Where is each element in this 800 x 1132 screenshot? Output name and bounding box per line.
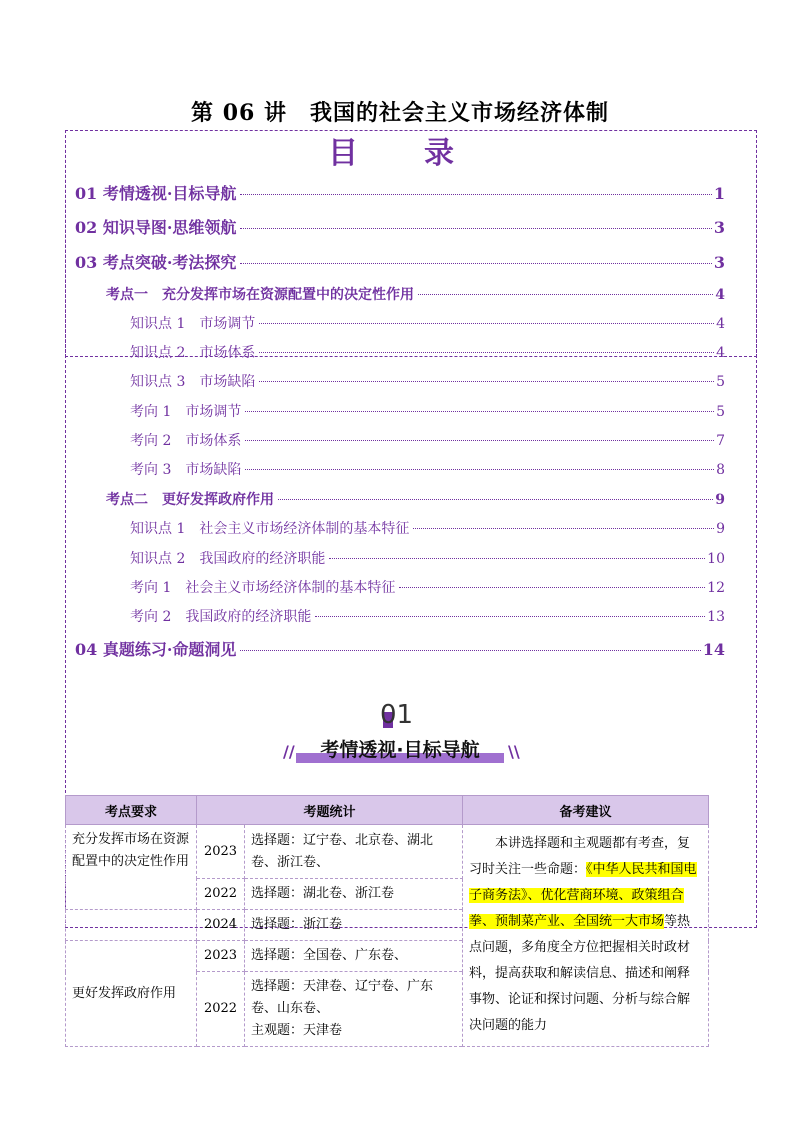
- advice-text-cont: 等热点问题，多角度全方位把握相关时政材料，提高获取和解读信息、描述和阐释事物、论证和探讨问题、分析与综合解决问题的能力: [469, 914, 691, 1033]
- toc-leader: [240, 228, 711, 229]
- toc-entry[interactable]: [130, 459, 725, 479]
- table-header-requirement: 考点要求: [66, 796, 197, 825]
- toc-entry-page: 3: [713, 218, 725, 237]
- toc-entry-page: 3: [713, 253, 725, 272]
- year-cell: 2023: [197, 825, 245, 879]
- toc-entry[interactable]: [130, 313, 725, 333]
- table-header-statistics: 考题统计: [197, 796, 463, 825]
- toc-entry[interactable]: [130, 342, 725, 362]
- year-cell: 2024: [197, 910, 245, 941]
- table-row: [66, 825, 709, 879]
- toc-leader: [245, 469, 714, 470]
- stat-cell: 选择题：全国卷、广东卷、: [245, 941, 463, 972]
- toc-entry[interactable]: [75, 181, 725, 204]
- stat-line: 选择题：天津卷、辽宁卷、广东卷、山东卷、: [251, 979, 434, 1016]
- toc-leader: [399, 587, 705, 588]
- toc-entry-label: 考向 2 市场体系: [130, 433, 242, 449]
- toc-entry[interactable]: [75, 215, 725, 238]
- section-number: 01: [380, 700, 414, 730]
- toc-entry[interactable]: [106, 489, 725, 509]
- toc-entry-page: 12: [707, 580, 725, 596]
- toc-entry-label: 04 真题练习·命题洞见: [75, 640, 237, 659]
- toc-entry-page: 13: [707, 609, 725, 625]
- toc-leader: [418, 294, 713, 295]
- section-banner: [296, 735, 504, 765]
- section-right-mark: \\: [508, 742, 520, 761]
- toc-entry-label: 考向 2 我国政府的经济职能: [130, 609, 312, 625]
- section-title: 考情透视·目标导航: [320, 739, 480, 761]
- toc-entry-label: 考向 1 市场调节: [130, 404, 242, 420]
- table-header-row: [66, 796, 709, 825]
- toc-entry[interactable]: [130, 577, 725, 597]
- toc-entry-page: 10: [707, 551, 725, 567]
- document-title: 第 06 讲 我国的社会主义市场经济体制: [191, 100, 609, 126]
- toc-leader: [315, 616, 705, 617]
- exam-statistics-table: [65, 795, 709, 1047]
- toc-entry[interactable]: [130, 606, 725, 626]
- stat-cell: 选择题：浙江卷: [245, 910, 463, 941]
- toc-entry-label: 知识点 1 社会主义市场经济体制的基本特征: [130, 521, 410, 537]
- toc-entry-page: 7: [716, 433, 725, 449]
- topic-cell-empty: [66, 910, 197, 941]
- year-cell: 2023: [197, 941, 245, 972]
- toc-heading: 目 录: [328, 136, 472, 171]
- toc-leader: [240, 650, 700, 651]
- toc-entry[interactable]: [130, 371, 725, 391]
- toc-entry[interactable]: [106, 284, 725, 304]
- toc-leader: [413, 528, 714, 529]
- advice-highlight: 《中华人民共和国电子商务法》、优化营商环境、政策组合拳、预制菜产业、全国统一大市场: [469, 862, 697, 929]
- toc-entry[interactable]: [130, 401, 725, 421]
- toc-entry-label: 考向 1 社会主义市场经济体制的基本特征: [130, 580, 396, 596]
- toc-leader: [259, 323, 714, 324]
- toc-entry-page: 5: [716, 404, 725, 420]
- toc-entry-page: 1: [713, 184, 725, 203]
- year-cell: 2022: [197, 972, 245, 1047]
- toc-leader: [245, 411, 714, 412]
- stat-line: 主观题：天津卷: [251, 1023, 343, 1038]
- toc-entry-label: 考向 3 市场缺陷: [130, 462, 242, 478]
- table-header-advice: 备考建议: [463, 796, 709, 825]
- stat-cell: [245, 972, 463, 1047]
- toc-entry-page: 9: [715, 492, 725, 508]
- year-cell: 2022: [197, 879, 245, 910]
- stat-cell: 选择题：辽宁卷、北京卷、湖北卷、浙江卷、: [245, 825, 463, 879]
- toc-entry-page: 5: [716, 374, 725, 390]
- toc-leader: [245, 440, 714, 441]
- toc-leader: [329, 558, 705, 559]
- toc-entry-label: 知识点 1 市场调节: [130, 316, 256, 332]
- toc-entry-label: 01 考情透视·目标导航: [75, 184, 237, 203]
- toc-entry-label: 知识点 3 市场缺陷: [130, 374, 256, 390]
- toc-entry-label: 03 考点突破·考法探究: [75, 253, 237, 272]
- toc-entry-page: 14: [702, 640, 725, 659]
- toc-entry-label: 知识点 2 我国政府的经济职能: [130, 551, 326, 567]
- toc-entry[interactable]: [75, 250, 725, 273]
- toc-leader: [240, 263, 711, 264]
- toc-leader: [259, 381, 714, 382]
- toc-leader: [278, 499, 713, 500]
- toc-entry[interactable]: [75, 637, 725, 660]
- toc-leader: [240, 194, 711, 195]
- toc-entry[interactable]: [130, 518, 725, 538]
- toc-entry-label: 考点二 更好发挥政府作用: [106, 492, 274, 508]
- toc-entry-page: 8: [716, 462, 725, 478]
- toc-leader: [259, 352, 714, 353]
- toc-entry-page: 4: [715, 287, 725, 303]
- topic-cell: 更好发挥政府作用: [66, 941, 197, 1047]
- toc-entry-label: 知识点 2 市场体系: [130, 345, 256, 361]
- toc-entry-page: 4: [716, 316, 725, 332]
- toc-entry[interactable]: [130, 430, 725, 450]
- toc-entry-label: 考点一 充分发挥市场在资源配置中的决定性作用: [106, 287, 414, 303]
- toc-entry-label: 02 知识导图·思维领航: [75, 218, 237, 237]
- toc-entry-page: 4: [716, 345, 725, 361]
- toc-entry[interactable]: [130, 548, 725, 568]
- topic-cell: 充分发挥市场在资源配置中的决定性作用: [66, 825, 197, 910]
- stat-cell: 选择题：湖北卷、浙江卷: [245, 879, 463, 910]
- toc-entry-page: 9: [716, 521, 725, 537]
- section-left-mark: //: [283, 742, 295, 761]
- advice-cell: [463, 825, 709, 1047]
- advice-text: 本讲选择题和主观题都有考查，复习时关注一些命题：: [469, 836, 691, 877]
